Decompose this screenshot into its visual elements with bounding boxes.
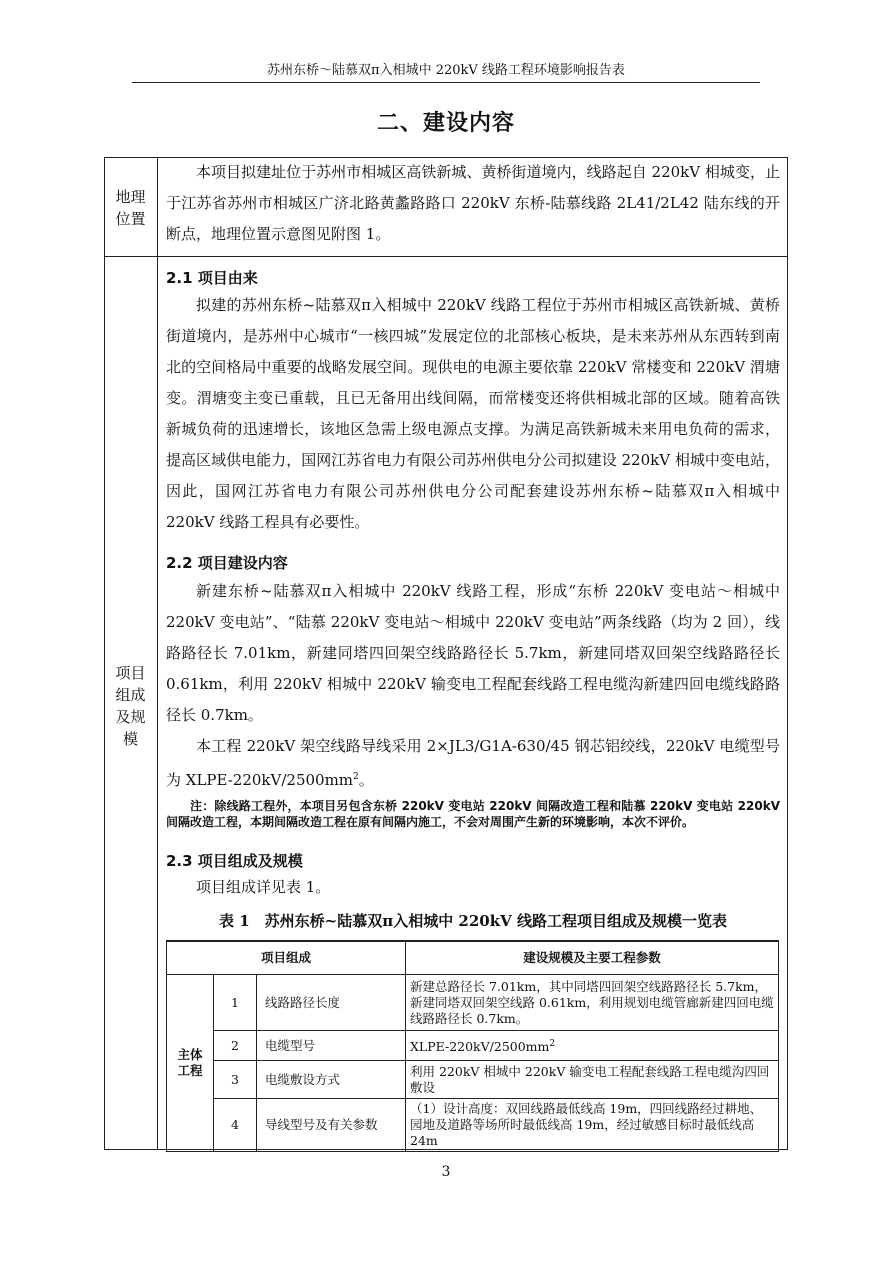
s22-heading: 2.2 项目建设内容 (166, 554, 288, 572)
group-cell (167, 975, 214, 1152)
col-composition-header: 项目组成 (167, 941, 406, 975)
label-column-divider (157, 157, 158, 1150)
location-label (104, 186, 157, 230)
row-number: 1 (214, 975, 257, 1031)
row-item: 线路路径长度 (257, 975, 406, 1031)
table-row (167, 1099, 779, 1152)
row-param: 利用 220kV 相城中 220kV 输变电工程配套线路工程电缆沟四回敷设 (406, 1061, 779, 1099)
page-number: 3 (441, 1164, 451, 1180)
row-param-main: XLPE-220kV/2500mm (410, 1039, 550, 1055)
row-item: 电缆敷设方式 (257, 1061, 406, 1099)
row-number: 2 (214, 1031, 257, 1061)
composition-label-text: 项目组成及规模 (115, 664, 146, 748)
row-item: 电缆型号 (257, 1031, 406, 1061)
table-header-row (167, 941, 779, 975)
table-row (167, 1061, 779, 1099)
location-text: 本项目拟建址位于苏州市相城区高铁新城、黄桥街道境内，线路起自 220kV 相城变，止于江苏省苏州市相城区广济北路黄蠡路路口 220kV 东桥-陆慕线路 2L41/2L42 陆东线的开断点，地理位置示意图见附图 1。 (166, 163, 780, 243)
s23-text: 项目组成详见表 1。 (196, 878, 331, 896)
s22-text2-main: 本工程 220kV 架空线路导线采用 2×JL3/G1A-630/45 钢芯铝绞线，220kV 电缆型号为 XLPE-220kV/2500mm (166, 737, 780, 789)
row-param-sup: 2 (549, 1038, 556, 1049)
row-param (406, 1031, 779, 1061)
composition-table (166, 940, 779, 1152)
col-params-header: 建设规模及主要工程参数 (406, 941, 779, 975)
composition-label (104, 662, 157, 750)
s22-note: 注：除线路工程外，本项目另包含东桥 220kV 变电站 220kV 间隔改造工程和陆慕 220kV 变电站 220kV 间隔改造工程，本期间隔改造工程在原有间隔内施工，不会对周围产生新的环境影响，本次不评价。 (166, 799, 780, 829)
row-param: （1）设计高度：双回线路最低线高 19m，四回线路经过耕地、园地及道路等场所时最低线高 19m，经过敏感目标时最低线高 24m (406, 1099, 779, 1152)
s21-text: 拟建的苏州东桥~陆慕双π入相城中 220kV 线路工程位于苏州市相城区高铁新城、黄桥街道境内，是苏州中心城市“一核四城”发展定位的北部核心板块，是未来苏州从东西转到南北的空间格局中重要的战略发展空间。现供电的电源主要依靠 220kV 常楼变和 220kV 渭塘变。渭塘变主变已重载，且已无备用出线间隔，而常楼变还将供相城北部的区域。随着高铁新城负荷的迅速增长，该地区急需上级电源点支撑。为满足高铁新城未来用电负荷的需求，提高区域供电能力，国网江苏省电力有限公司苏州供电分公司拟建设 220kV 相城中变电站，因此，国网江苏省电力有限公司苏州供电分公司配套建设苏州东桥~陆慕双π入相城中 220kV 线路工程具有必要性。 (166, 296, 780, 531)
s23-heading: 2.3 项目组成及规模 (166, 852, 303, 870)
table-row (167, 1031, 779, 1061)
row-param: 新建总路径长 7.01km，其中同塔四回架空线路路径长 5.7km，新建同塔双回架空线路 0.61km，利用规划电缆管廊新建四回电缆线路路径长 0.7km。 (406, 975, 779, 1031)
row-item: 导线型号及有关参数 (257, 1099, 406, 1152)
header-rule (132, 82, 760, 83)
row-divider (104, 256, 788, 257)
location-label-text: 地理位置 (115, 188, 146, 228)
row-number: 4 (214, 1099, 257, 1152)
row-number: 3 (214, 1061, 257, 1099)
running-header: 苏州东桥～陆慕双π入相城中 220kV 线路工程环境影响报告表 (267, 63, 625, 78)
s22-text2-sup: 2 (353, 772, 359, 782)
group-label: 主体工程 (177, 1047, 203, 1078)
table-row (167, 975, 779, 1031)
s22-text2-end: 。 (358, 771, 374, 789)
s21-heading: 2.1 项目由来 (166, 269, 258, 287)
s22-text1: 新建东桥~陆慕双π入相城中 220kV 线路工程，形成“东桥 220kV 变电站～相城中 220kV 变电站”、“陆慕 220kV 变电站～相城中 220kV 变电站”两条线路（均为 2 回），线路路径长 7.01km，新建同塔四回架空线路路径长 5.7km，新建同塔双回架空线路路径长 0.61km，利用 220kV 相城中 220kV 输变电工程配套线路工程电缆沟新建四回电缆线路路径长 0.7km。 (166, 582, 780, 724)
s22-text2 (166, 731, 780, 796)
section-title: 二、建设内容 (376, 111, 515, 136)
table1-caption: 表 1 苏州东桥~陆慕双π入相城中 220kV 线路工程项目组成及规模一览表 (219, 912, 727, 930)
